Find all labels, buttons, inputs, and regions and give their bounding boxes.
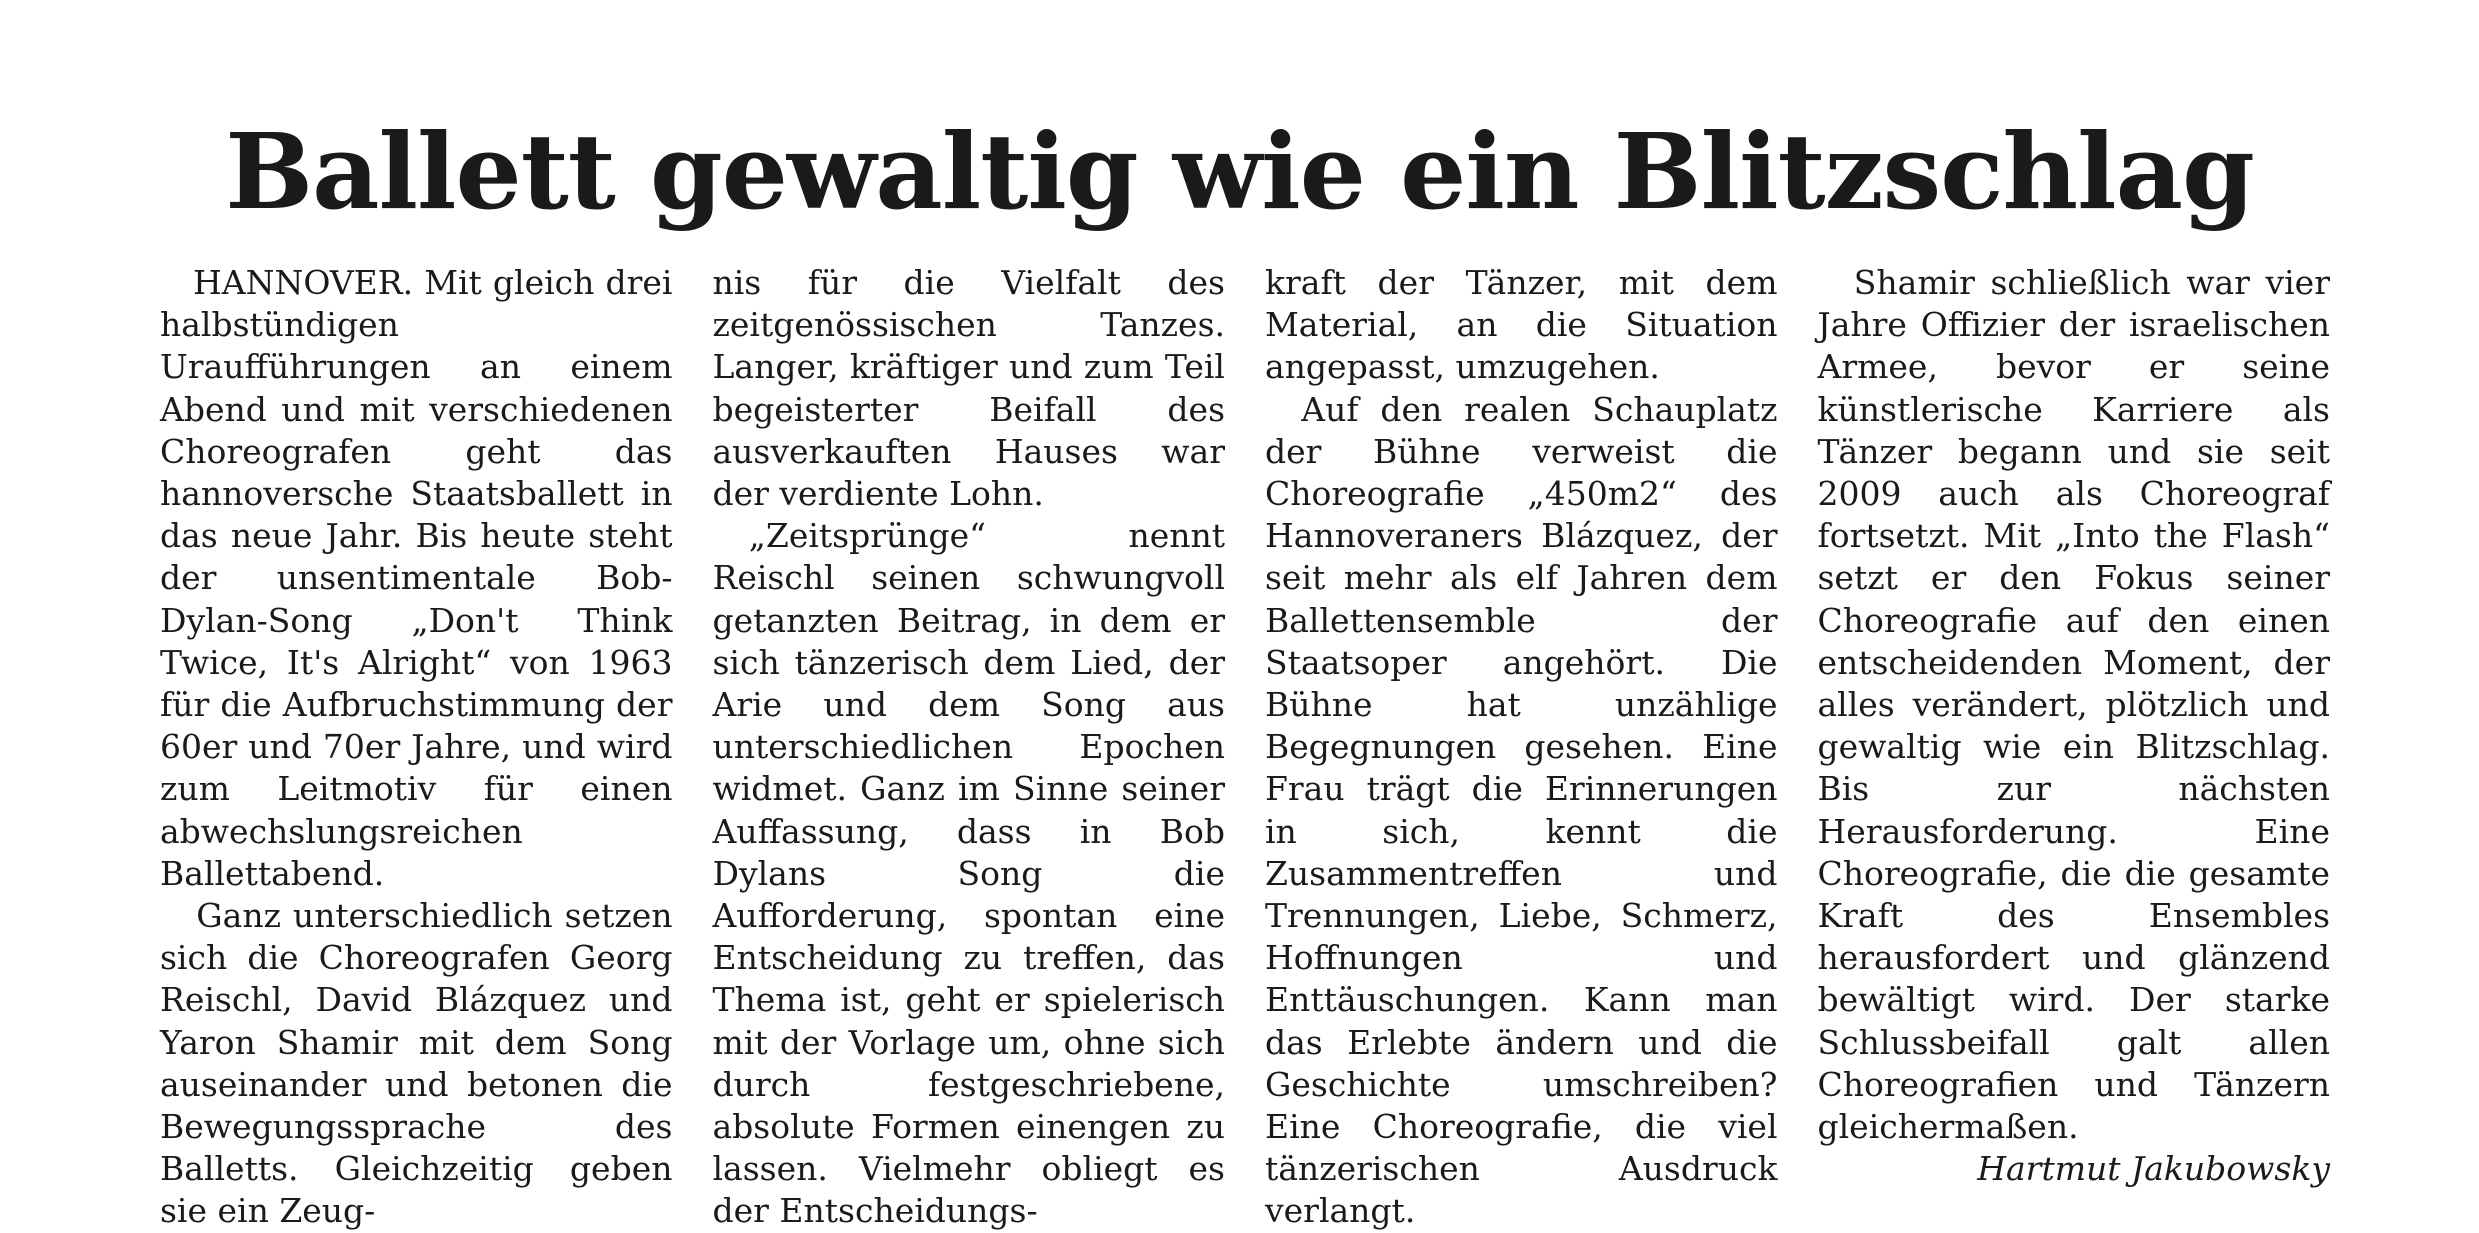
article-column-3 bbox=[1265, 262, 1778, 1233]
article-column-2 bbox=[713, 262, 1226, 1233]
article-paragraph: Ganz unterschiedlich setzen sich die Choreografen Georg Reischl, David Blázquez und Yaron Shamir mit dem Song auseinander und betonen die Bewegungssprache des Balletts. Gleichzeitig geben sie ein Zeug- bbox=[160, 896, 673, 1231]
headline: Ballett gewaltig wie ein Blitzschlag bbox=[225, 110, 2254, 233]
article-paragraph: Shamir schließlich war vier Jahre Offizier der israelischen Armee, bevor er seine künstlerische Karriere als Tänzer begann und sie seit 2009 auch als Choreograf fortsetzt. Mit „Into the Flash“ setzt er den Fokus seiner Choreografie auf den einen entscheidenden Moment, der alles verändert, plötzlich und gewaltig wie ein Blitzschlag. Bis zur nächsten Herausforderung. Eine Choreografie, die die gesamte Kraft des Ensembles herausfordert und glänzend bewältigt wird. Der starke Schlussbeifall galt allen Choreografien und Tänzern gleichermaßen. bbox=[1817, 263, 2330, 1147]
article-body bbox=[160, 262, 2330, 1231]
article-column-1 bbox=[160, 262, 673, 1233]
article-column-4 bbox=[1818, 262, 2331, 1233]
author-byline: Hartmut Jakubowsky bbox=[1977, 1149, 2330, 1189]
article-paragraph: Auf den realen Schauplatz der Bühne verweist die Choreografie „450m2“ des Hannoveraners Blázquez, der seit mehr als elf Jahren dem Ballettensemble der Staatsoper angehört. Die Bühne hat unzählige Begegnungen gesehen. Eine Frau trägt die Erinnerungen in sich, kennt die Zusammentreffen und Trennungen, Liebe, Schmerz, Hoffnungen und Enttäuschungen. Kann man das Erlebte ändern und die Geschichte umschreiben? Eine Choreografie, die viel tänzerischen Ausdruck verlangt. bbox=[1265, 389, 1778, 1231]
article-paragraph: nis für die Vielfalt des zeitgenössischen Tanzes. Langer, kräftiger und zum Teil begeisterter Beifall des ausverkauften Hauses war der verdiente Lohn. bbox=[712, 263, 1225, 514]
article-paragraph: „Zeitsprünge“ nennt Reischl seinen schwungvoll getanzten Beitrag, in dem er sich tänzerisch dem Lied, der Arie und dem Song aus unterschiedlichen Epochen widmet. Ganz im Sinne seiner Auffassung, dass in Bob Dylans Song die Aufforderung, spontan eine Entscheidung zu treffen, das Thema ist, geht er spielerisch mit der Vorlage um, ohne sich durch festgeschriebene, absolute Formen einengen zu lassen. Vielmehr obliegt es der Entscheidungs- bbox=[712, 516, 1225, 1231]
article-paragraph: HANNOVER. Mit gleich drei halbstündigen Uraufführungen an einem Abend und mit verschiedenen Choreografen geht das hannoversche Staatsballett in das neue Jahr. Bis heute steht der unsentimentale Bob-Dylan-Song „Don't Think Twice, It's Alright“ von 1963 für die Aufbruchstimmung der 60er und 70er Jahre, und wird zum Leitmotiv für einen abwechslungsreichen Ballettabend. bbox=[160, 263, 673, 893]
article-paragraph: kraft der Tänzer, mit dem Material, an die Situation angepasst, umzugehen. bbox=[1265, 263, 1778, 387]
